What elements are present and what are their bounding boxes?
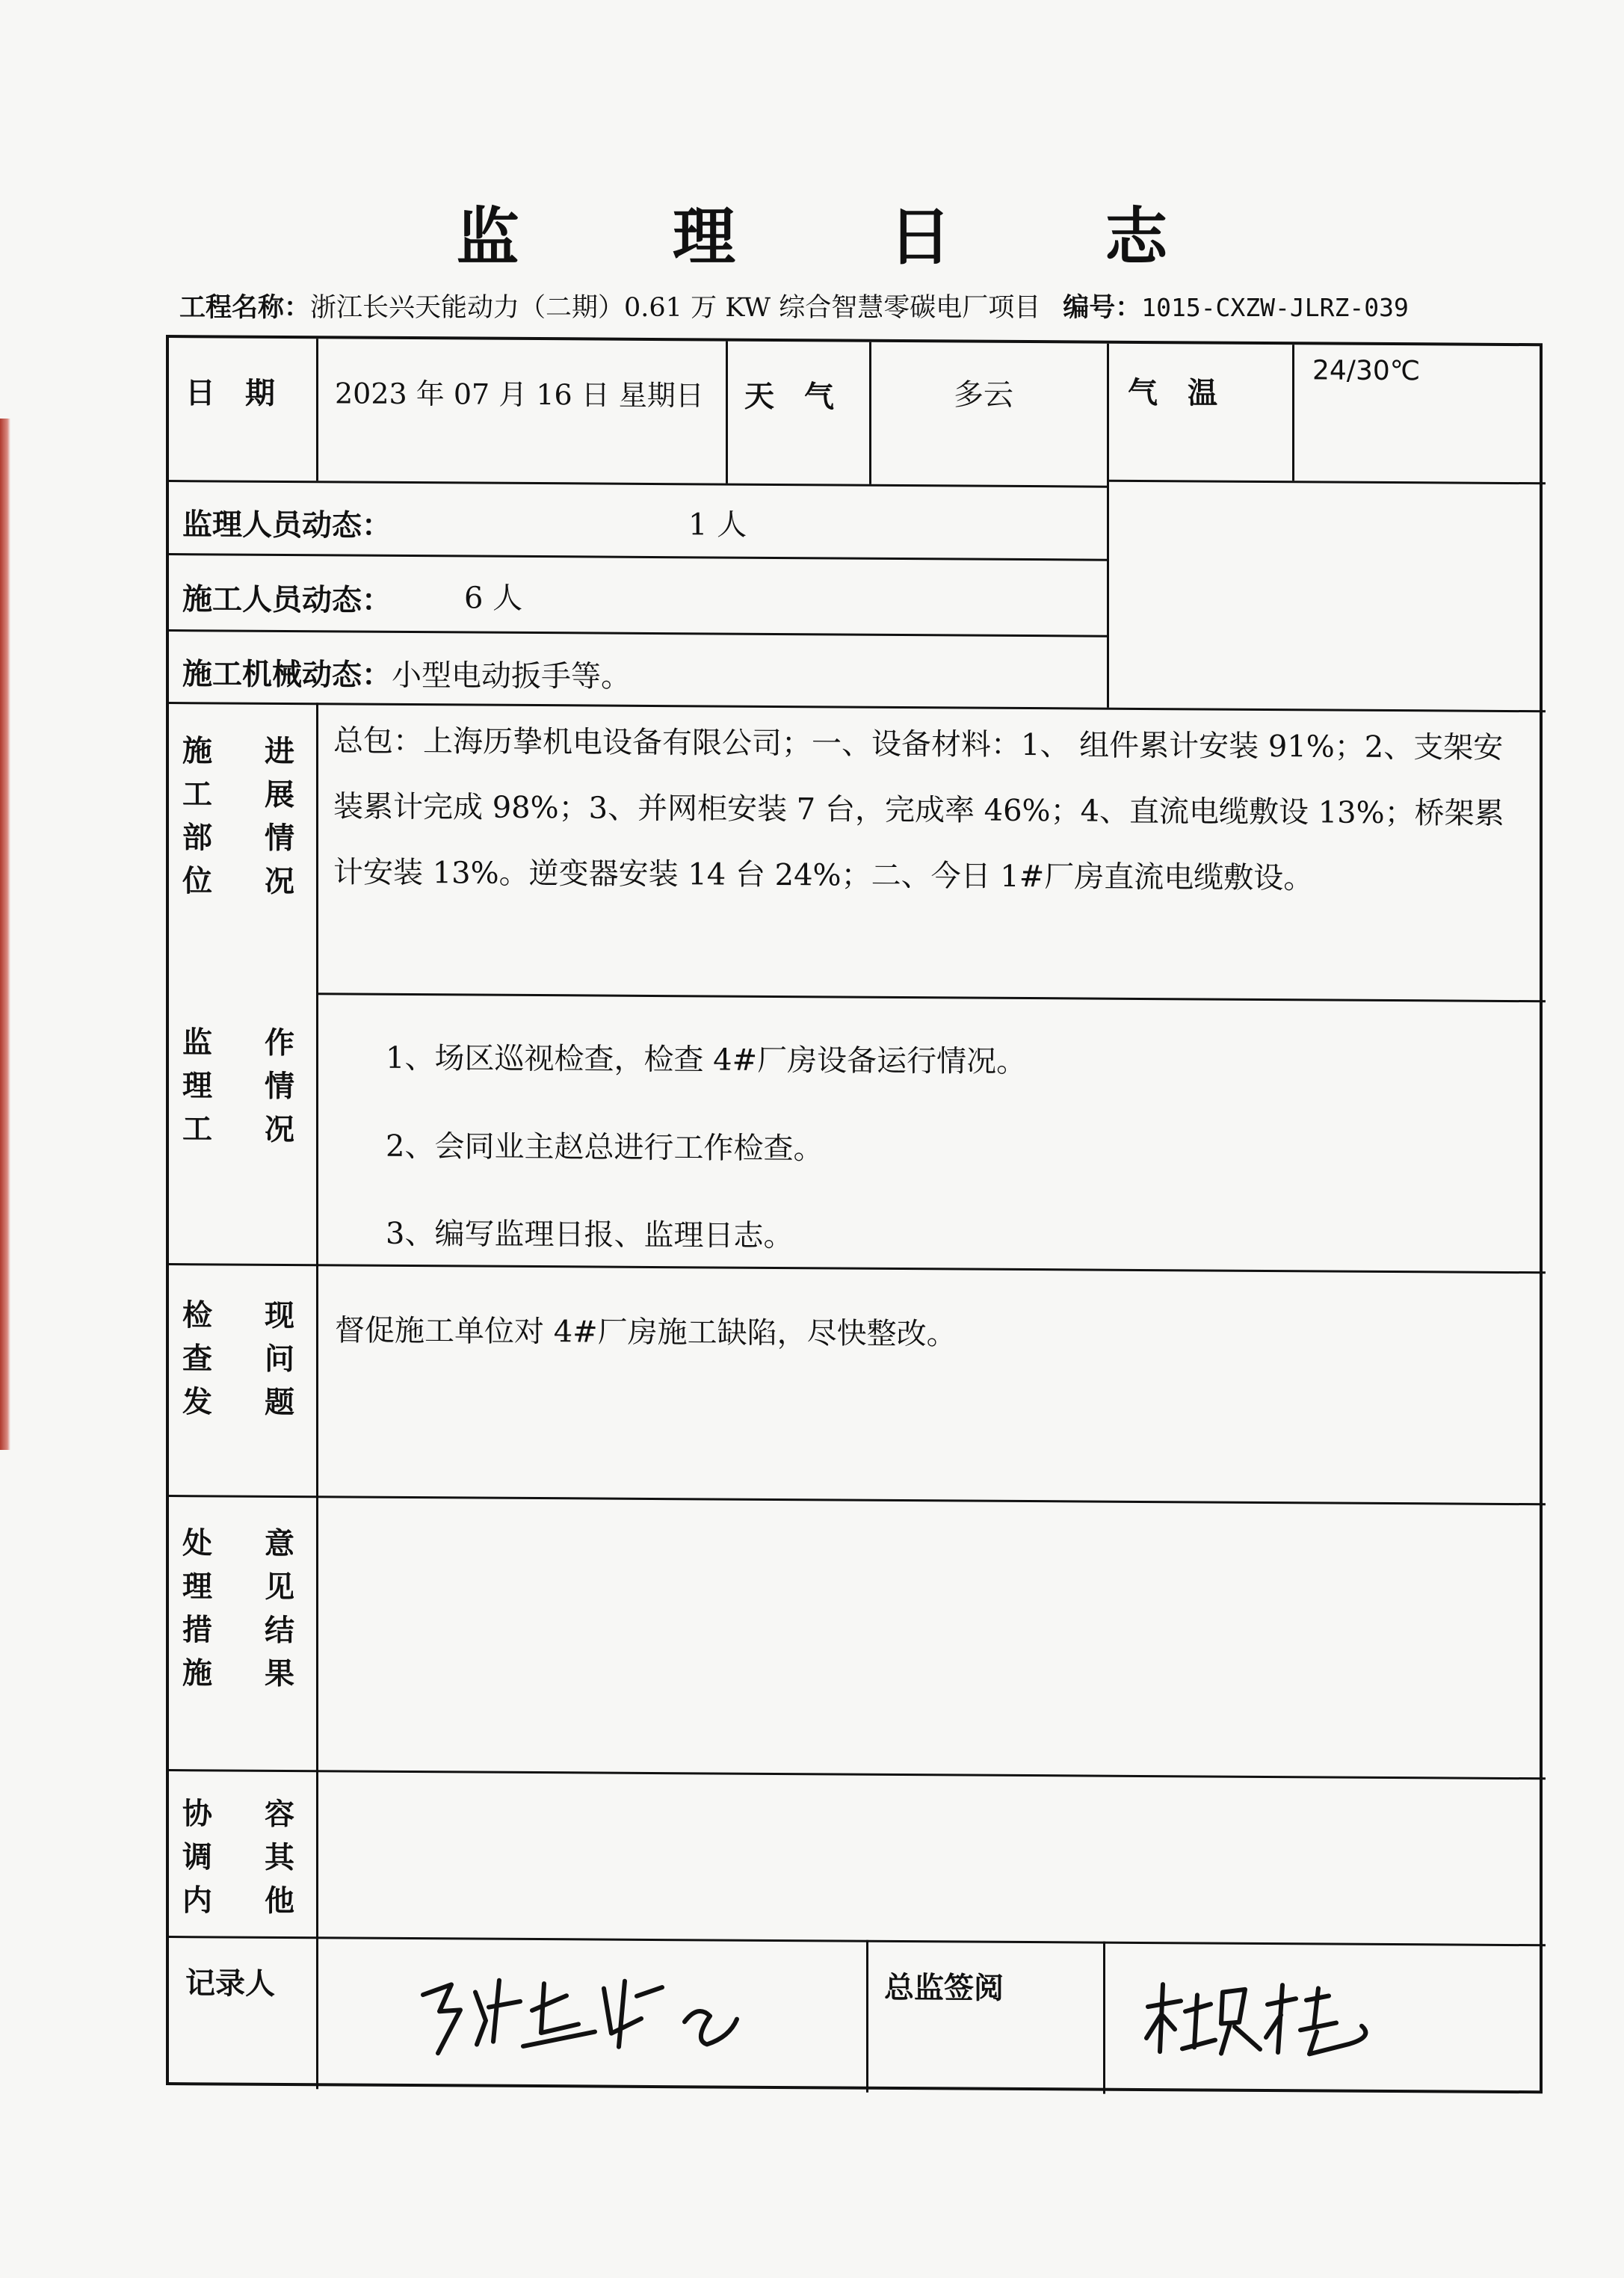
progress-label-char: 展 <box>265 777 294 813</box>
handling-label-char: 措 <box>182 1612 212 1648</box>
progress-label-char: 况 <box>265 863 294 900</box>
progress-label-char: 工 <box>182 777 212 812</box>
issues-label-char: 题 <box>265 1384 294 1421</box>
progress-label-char: 情 <box>265 820 294 856</box>
temperature-label: 气 温 <box>1128 374 1217 411</box>
coordination-label-char: 他 <box>265 1883 294 1919</box>
supervisor-status-label: 监理人员动态： <box>182 507 392 543</box>
temperature-value: 24/30℃ <box>1312 355 1421 387</box>
coordination-label-char: 其 <box>265 1839 294 1876</box>
handling-label-char: 果 <box>265 1655 294 1692</box>
handling-label-char: 施 <box>182 1655 212 1691</box>
chief-signature <box>1140 1969 1387 2068</box>
coordination-label-char: 协 <box>182 1796 212 1832</box>
page-title: 监 理 日 志 <box>456 200 1234 274</box>
progress-label-char: 位 <box>182 863 212 899</box>
work-item: 2、会同业主赵总进行工作检查。 <box>386 1129 824 1167</box>
recorder-label: 记录人 <box>185 1966 275 2001</box>
issues-label-char: 现 <box>265 1297 294 1334</box>
issues-label-char: 发 <box>182 1384 212 1420</box>
work-item: 3、编写监理日报、监理日志。 <box>386 1216 794 1254</box>
work-label-char: 情 <box>265 1068 294 1105</box>
supervisor-status-value: 1 人 <box>688 507 747 543</box>
issues-label <box>182 1298 294 1420</box>
issues-label-char: 查 <box>182 1341 212 1377</box>
project-code-label: 编号： <box>1063 292 1142 323</box>
progress-label <box>182 734 294 899</box>
coordination-label-char: 内 <box>182 1883 212 1919</box>
handling-label-char: 处 <box>182 1525 212 1561</box>
project-code: 1015-CXZW-JLRZ-039 <box>1141 293 1409 322</box>
handling-label-char: 理 <box>182 1569 212 1605</box>
machine-status-value: 小型电动扳手等。 <box>392 658 631 694</box>
project-name-label: 工程名称： <box>179 292 311 323</box>
weather-label: 天 气 <box>744 378 834 415</box>
recorder-signature <box>408 1957 767 2072</box>
weather-value: 多云 <box>954 377 1013 413</box>
date-label: 日 期 <box>185 375 275 411</box>
handling-label-char: 结 <box>265 1612 294 1649</box>
progress-label-char: 进 <box>265 733 294 770</box>
handling-label-char: 见 <box>265 1569 294 1605</box>
issues-label-char: 检 <box>182 1297 212 1333</box>
work-label <box>182 1025 294 1147</box>
coordination-label <box>182 1797 294 1919</box>
work-label-char: 作 <box>265 1025 294 1061</box>
work-label-char: 理 <box>182 1068 212 1104</box>
coordination-label-char: 调 <box>182 1839 212 1875</box>
worker-status-label: 施工人员动态： <box>182 581 392 618</box>
project-line <box>179 287 1409 324</box>
log-table <box>166 335 1543 2093</box>
page-edge-shadow <box>0 419 10 1450</box>
work-label-char: 监 <box>182 1025 212 1061</box>
handling-label <box>182 1526 294 1691</box>
date-value: 2023 年 07 月 16 日 星期日 <box>335 377 704 413</box>
machine-status-label: 施工机械动态： <box>182 656 392 693</box>
issues-label-char: 问 <box>265 1341 294 1377</box>
handling-label-char: 意 <box>265 1525 294 1562</box>
worker-status-value: 6 人 <box>464 581 523 616</box>
project-name: 浙江长兴天能动力（二期）0.61 万 KW 综合智慧零碳电厂项目 <box>310 293 1041 323</box>
issues-text: 督促施工单位对 4#厂房施工缺陷，尽快整改。 <box>335 1313 957 1352</box>
progress-label-char: 部 <box>182 820 212 856</box>
progress-text: 总包：上海历挚机电设备有限公司；一、设备材料：1、 组件累计安装 91%；2、支架安装累计完成 98%；3、并网柜安装 7 台，完成率 46%；4、直流电缆敷设 13%；桥架累计安装 13%。逆变器安装 14 台 24%；二、今日 1#厂房直流电缆敷设。 <box>333 723 1504 896</box>
chief-review-label: 总监签阅 <box>884 1969 1004 2006</box>
coordination-label-char: 容 <box>265 1796 294 1833</box>
work-label-char: 工 <box>182 1111 212 1147</box>
progress-label-char: 施 <box>182 733 212 769</box>
work-label-char: 况 <box>265 1111 294 1148</box>
work-item: 1、场区巡视检查，检查 4#厂房设备运行情况。 <box>386 1040 1027 1080</box>
machine-status <box>182 650 631 696</box>
